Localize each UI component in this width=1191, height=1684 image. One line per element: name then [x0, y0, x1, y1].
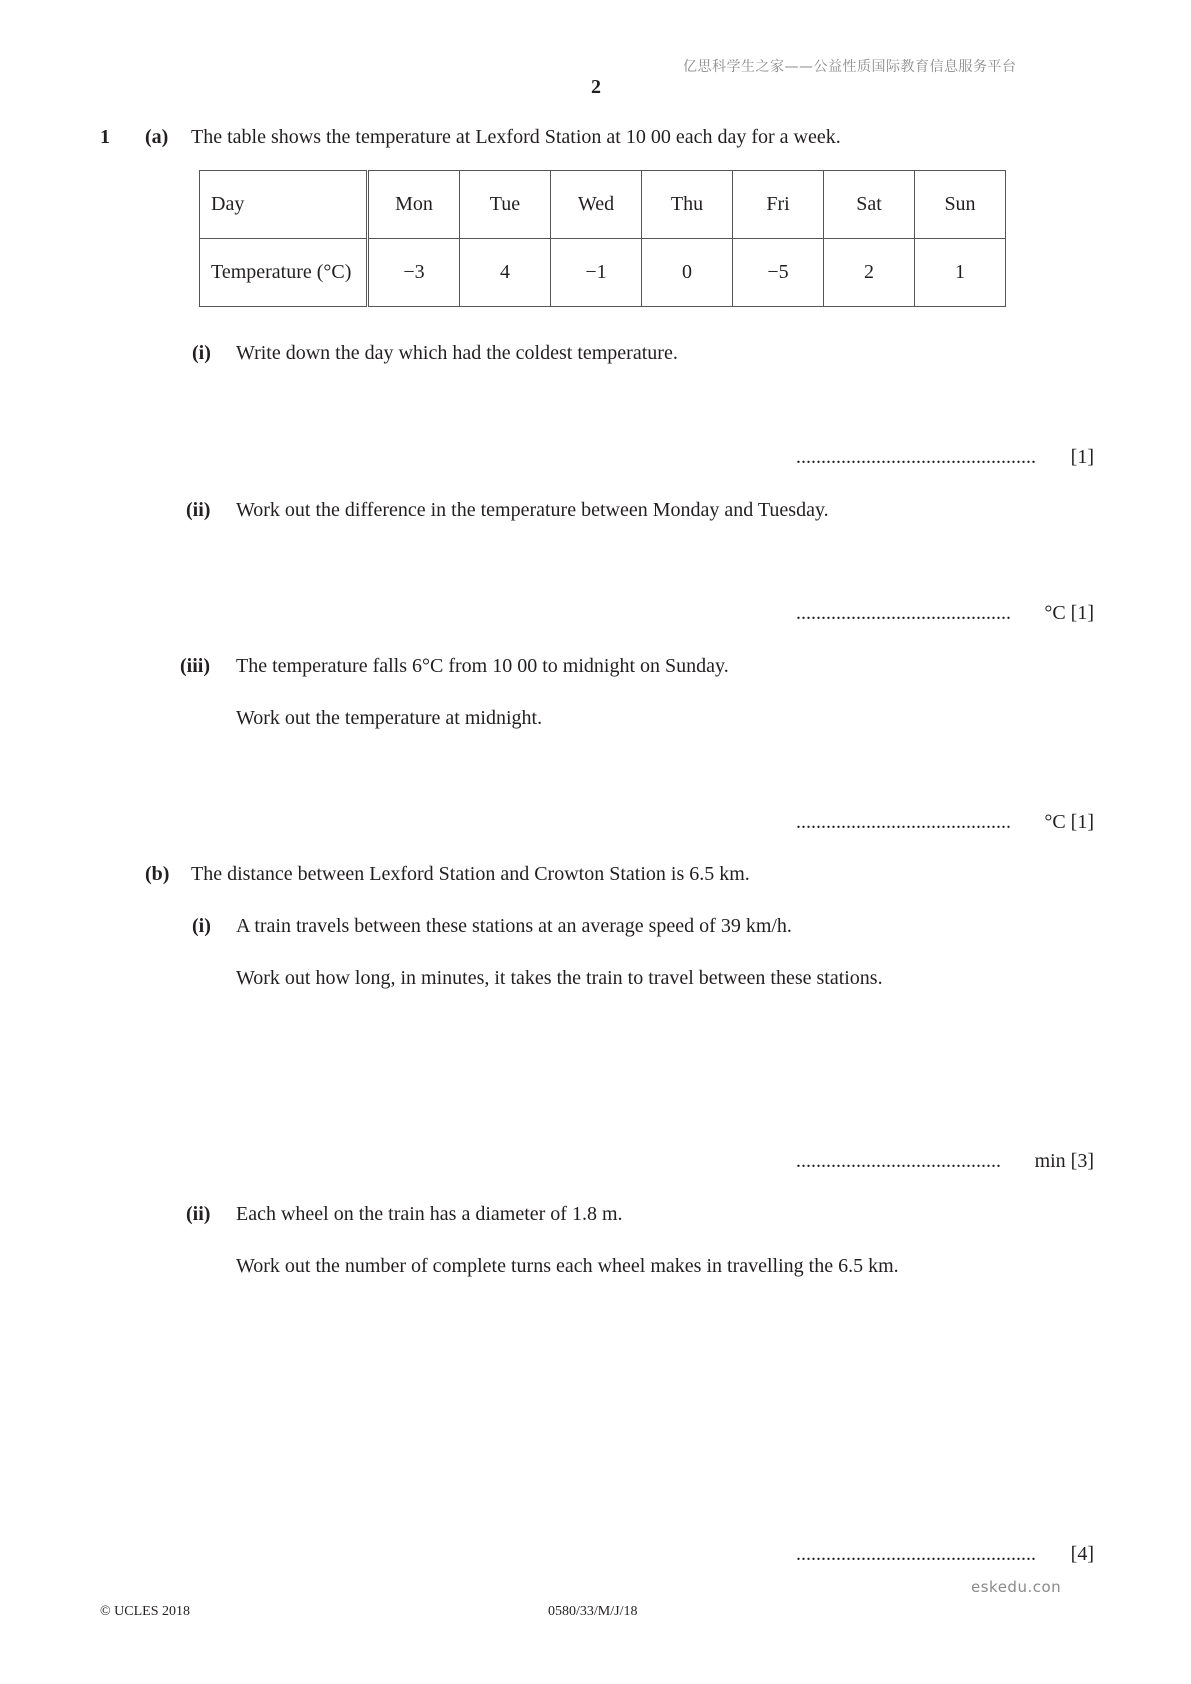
part-a-ii-text: Work out the difference in the temperature between Monday and Tuesday. — [236, 499, 829, 521]
question-number: 1 — [100, 126, 110, 148]
part-a-stem: The table shows the temperature at Lexford Station at 10 00 each day for a week. — [191, 126, 841, 148]
part-b-i-text2: Work out how long, in minutes, it takes the train to travel between these stations. — [236, 967, 883, 989]
part-a-label: (a) — [145, 126, 169, 148]
temperature-cell: 0 — [642, 239, 733, 307]
day-cell: Wed — [551, 171, 642, 239]
marks-a-i: [1] — [1070, 446, 1094, 468]
part-a-i-label: (i) — [192, 342, 211, 364]
footer-copyright: © UCLES 2018 — [100, 1604, 190, 1619]
temperature-table — [199, 170, 1006, 307]
temperature-cell: 1 — [915, 239, 1006, 307]
part-b-i-text: A train travels between these stations at an average speed of 39 km/h. — [236, 915, 792, 937]
day-cell: Fri — [733, 171, 824, 239]
day-cell: Tue — [460, 171, 551, 239]
part-a-iii-text2: Work out the temperature at midnight. — [236, 707, 543, 729]
temperature-cell: 4 — [460, 239, 551, 307]
part-b-i-label: (i) — [192, 915, 211, 937]
marks-b-i: min [3] — [1034, 1150, 1094, 1172]
row-header-day: Day — [200, 171, 368, 239]
part-a-iii-text: The temperature falls 6°C from 10 00 to midnight on Sunday. — [236, 655, 729, 677]
part-b-label: (b) — [145, 863, 170, 885]
part-a-ii-label: (ii) — [186, 499, 211, 521]
day-cell: Thu — [642, 171, 733, 239]
part-b-ii-label: (ii) — [186, 1203, 211, 1225]
answer-line-a-i[interactable]: ................................................ — [796, 446, 1036, 468]
answer-line-a-ii[interactable]: ........................................... — [796, 602, 1011, 624]
marks-a-iii: °C [1] — [1044, 811, 1094, 833]
table-row-days — [200, 171, 1006, 239]
answer-line-b-i[interactable]: ......................................... — [796, 1150, 1001, 1172]
watermark-bottom: eskedu.con — [971, 1578, 1062, 1596]
page-number: 2 — [591, 76, 601, 98]
temperature-cell: 2 — [824, 239, 915, 307]
day-cell: Mon — [368, 171, 460, 239]
row-header-temperature: Temperature (°C) — [200, 239, 368, 307]
part-b-ii-text: Each wheel on the train has a diameter of 1.8 m. — [236, 1203, 623, 1225]
day-cell: Sun — [915, 171, 1006, 239]
footer-code: 0580/33/M/J/18 — [548, 1604, 638, 1619]
day-cell: Sat — [824, 171, 915, 239]
part-b-stem: The distance between Lexford Station and Crowton Station is 6.5 km. — [191, 863, 750, 885]
temperature-cell: −1 — [551, 239, 642, 307]
temperature-cell: −5 — [733, 239, 824, 307]
part-b-ii-text2: Work out the number of complete turns each wheel makes in travelling the 6.5 km. — [236, 1255, 899, 1277]
marks-b-ii: [4] — [1070, 1543, 1094, 1565]
answer-line-b-ii[interactable]: ................................................ — [796, 1543, 1036, 1565]
answer-line-a-iii[interactable]: ........................................... — [796, 811, 1011, 833]
marks-a-ii: °C [1] — [1044, 602, 1094, 624]
part-a-i-text: Write down the day which had the coldest temperature. — [236, 342, 678, 364]
table-row-temperatures — [200, 239, 1006, 307]
part-a-iii-label: (iii) — [180, 655, 210, 677]
temperature-cell: −3 — [368, 239, 460, 307]
watermark-top: 亿思科学生之家——公益性质国际教育信息服务平台 — [683, 59, 1017, 75]
